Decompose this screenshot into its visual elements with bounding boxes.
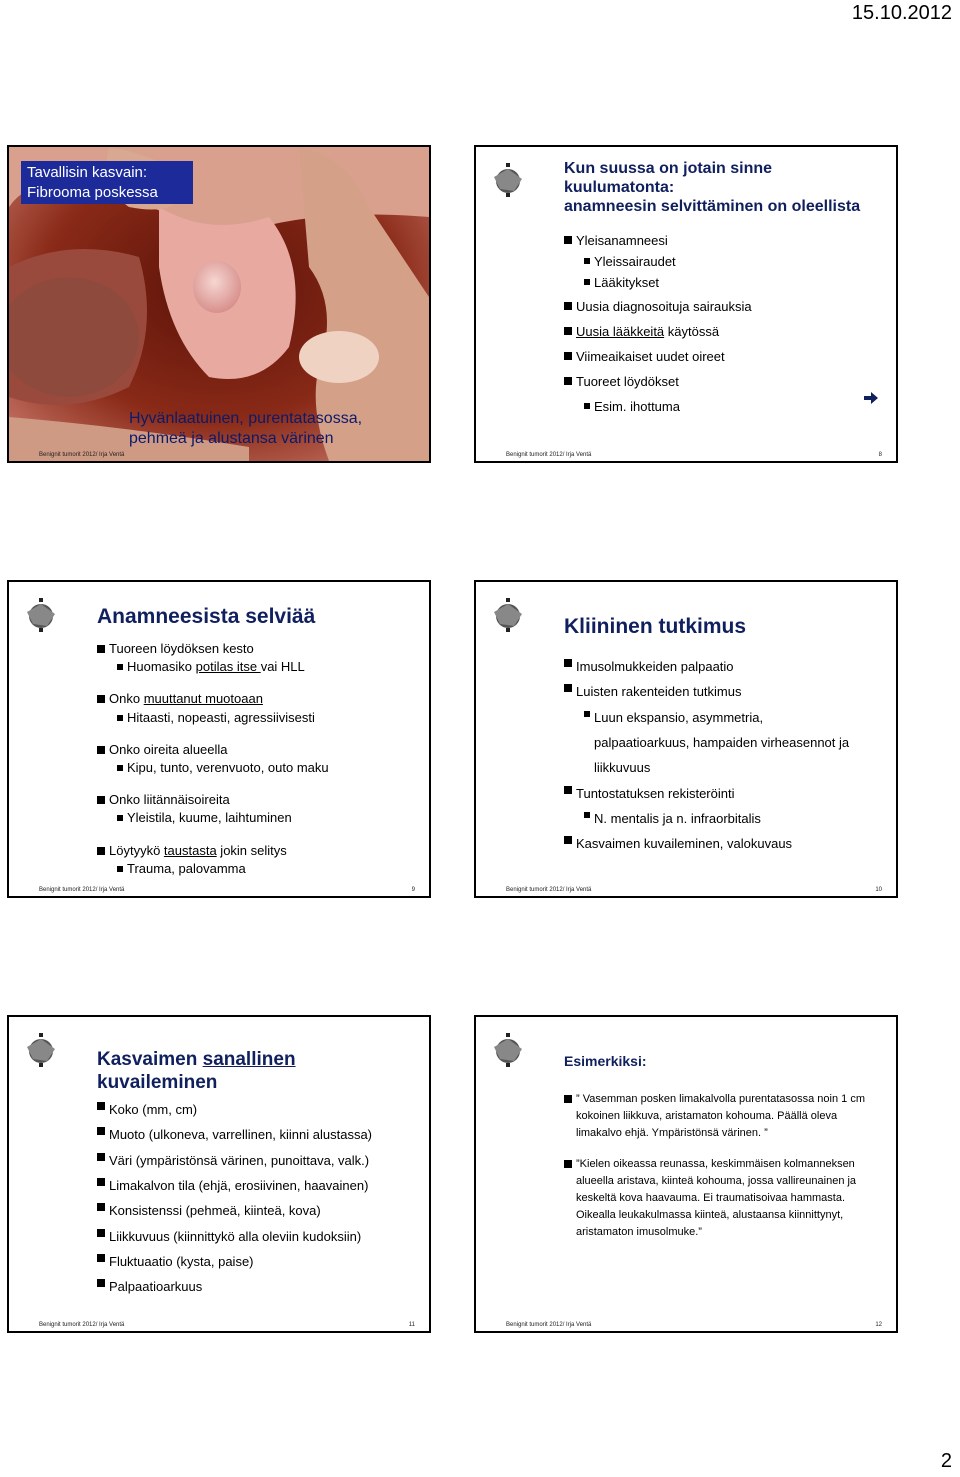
- list-item: Konsistenssi (pehmeä, kiinteä, kova): [97, 1198, 419, 1223]
- list-item: Palpaatioarkuus: [97, 1274, 419, 1299]
- slide-12: [474, 1015, 898, 1333]
- underlined-text: Uusia lääkkeitä: [576, 324, 665, 340]
- list-item-continuation: palpaatioarkuus, hampaiden virheasennot ja: [594, 735, 850, 751]
- slide-footer: Benignit tumorit 2012/ Irja Ventä: [39, 1322, 125, 1328]
- list-item: Fluktuaatio (kysta, paise): [97, 1249, 419, 1274]
- list-item: [97, 842, 419, 860]
- list-item: Yleistila, kuume, laihtuminen: [97, 809, 419, 827]
- list-item: Muoto (ulkoneva, varrellinen, kiinni alustassa): [97, 1122, 419, 1147]
- slide-8-bullets: [564, 231, 886, 417]
- slide-footer: Benignit tumorit 2012/ Irja Ventä: [39, 887, 125, 893]
- slide-7-caption: Hyvänlaatuinen, purentatasossa, pehmeä ja alustansa värinen: [129, 410, 363, 447]
- university-logo-icon: [21, 1031, 61, 1067]
- slide-11-bullets: [97, 1097, 419, 1300]
- university-logo-icon: [21, 596, 61, 632]
- list-item: Liikkuvuus (kiinnittykö alla oleviin kudoksiin): [97, 1224, 419, 1249]
- slide-number: 12: [875, 1322, 882, 1328]
- slide-9: [7, 580, 431, 898]
- text: Kasvaimen: [97, 1049, 203, 1070]
- slide-number: 8: [878, 452, 882, 458]
- text: Onko: [109, 691, 144, 707]
- underlined-text: taustasta: [163, 842, 217, 858]
- list-item: Tuoreet löydökset: [564, 372, 886, 393]
- list-item-continuation: liikkuvuus: [594, 760, 651, 776]
- text: kuvaileminen: [97, 1071, 218, 1093]
- next-arrow-icon: [864, 392, 878, 404]
- list-item: Onko oireita alueella: [97, 741, 419, 759]
- list-item: Imusolmukkeiden palpaatio: [564, 654, 886, 679]
- list-item: Koko (mm, cm): [97, 1097, 419, 1122]
- list-item: Yleisanamneesi: [564, 231, 886, 252]
- slide-11: [7, 1015, 431, 1333]
- list-item: Esim. ihottuma: [564, 397, 886, 418]
- slide-8-title-line2: kuulumatonta:: [564, 179, 675, 197]
- slide-number: 9: [411, 887, 415, 893]
- list-item: [564, 322, 886, 343]
- list-item: Luisten rakenteiden tutkimus: [564, 679, 886, 704]
- slide-8-title-line3: anamneesin selvittäminen on oleellista: [564, 198, 861, 216]
- slide-10-title: Kliininen tutkimus: [564, 615, 747, 638]
- slide-12-title: Esimerkiksi:: [564, 1053, 647, 1069]
- slide-8: [474, 145, 898, 463]
- list-item: [97, 690, 419, 708]
- university-logo-icon: [488, 596, 528, 632]
- slide-8-title: [564, 159, 886, 217]
- text: käytössä: [664, 324, 720, 340]
- underlined-text: potilas itse: [195, 659, 261, 675]
- list-item: Limakalvon tila (ehjä, erosiivinen, haavainen): [97, 1173, 419, 1198]
- list-item: [97, 658, 419, 676]
- list-item: Onko liitännäisoireita: [97, 791, 419, 809]
- text: Huomasiko: [127, 659, 196, 675]
- university-logo-icon: [488, 1031, 528, 1067]
- list-item: Viimeaikaiset uudet oireet: [564, 347, 886, 368]
- list-item: Tuntostatuksen rekisteröinti: [564, 781, 886, 806]
- list-item: Kasvaimen kuvaileminen, valokuvaus: [564, 831, 886, 856]
- slide-number: 11: [408, 1322, 415, 1328]
- slide-footer: Benignit tumorit 2012/ Irja Ventä: [39, 452, 125, 458]
- text: vai HLL: [260, 659, 305, 675]
- text: Löytyykö: [109, 842, 164, 858]
- list-item: Luun ekspansio, asymmetria,: [564, 705, 886, 730]
- university-logo-icon: [488, 161, 528, 197]
- underlined-text: muuttanut muotoaan: [143, 691, 263, 707]
- slide-footer: Benignit tumorit 2012/ Irja Ventä: [506, 887, 592, 893]
- slide-number: 10: [875, 887, 882, 893]
- slide-7-label: Tavallisin kasvain: Fibrooma poskessa: [21, 161, 193, 204]
- list-item: Lääkitykset: [564, 273, 886, 294]
- slide-9-bullets: [97, 640, 419, 878]
- example-item: ”Kielen oikeassa reunassa, keskimmäisen kolmanneksen alueella aristava, kiinteä kohouma, jossa vallireunainen ja keskeltä kova haavauma. Ei traumatisoivaa hammasta. Oikealla leukakulmassa kiinteä, alustaansa kiinnittynyt, aristamaton imusolmuke.”: [564, 1156, 878, 1241]
- list-item: Hitaasti, nopeasti, agressiivisesti: [97, 709, 419, 727]
- example-item: ” Vasemman posken limakalvolla purentatasossa noin 1 cm kokoinen liikkuva, aristamaton kohouma. Päällä oleva limakalvo ehjä. Ympäristönsä värinen. ”: [564, 1091, 878, 1142]
- slide-12-examples: [564, 1091, 878, 1241]
- list-item: Trauma, palovamma: [97, 860, 419, 878]
- page-number: 2: [940, 1450, 952, 1472]
- slide-9-title: Anamneesista selviää: [97, 605, 316, 628]
- slide-10-bullets: [564, 654, 886, 857]
- list-item: N. mentalis ja n. infraorbitalis: [564, 806, 886, 831]
- list-item: Kipu, tunto, verenvuoto, outo maku: [97, 759, 419, 777]
- text: jokin selitys: [216, 842, 287, 858]
- slide-10: [474, 580, 898, 898]
- list-item: Yleissairaudet: [564, 252, 886, 273]
- header-date: 15.10.2012: [851, 2, 952, 24]
- list-item: Uusia diagnosoituja sairauksia: [564, 297, 886, 318]
- slide-footer: Benignit tumorit 2012/ Irja Ventä: [506, 452, 592, 458]
- list-item: Tuoreen löydöksen kesto: [97, 640, 419, 658]
- list-item: Väri (ympäristönsä värinen, punoittava, valk.): [97, 1148, 419, 1173]
- slide-11-title: [97, 1049, 419, 1095]
- slide-7: [7, 145, 431, 463]
- underlined-text: sanallinen: [202, 1049, 296, 1070]
- slide-8-title-line1: Kun suussa on jotain sinne: [564, 160, 773, 177]
- slide-footer: Benignit tumorit 2012/ Irja Ventä: [506, 1322, 592, 1328]
